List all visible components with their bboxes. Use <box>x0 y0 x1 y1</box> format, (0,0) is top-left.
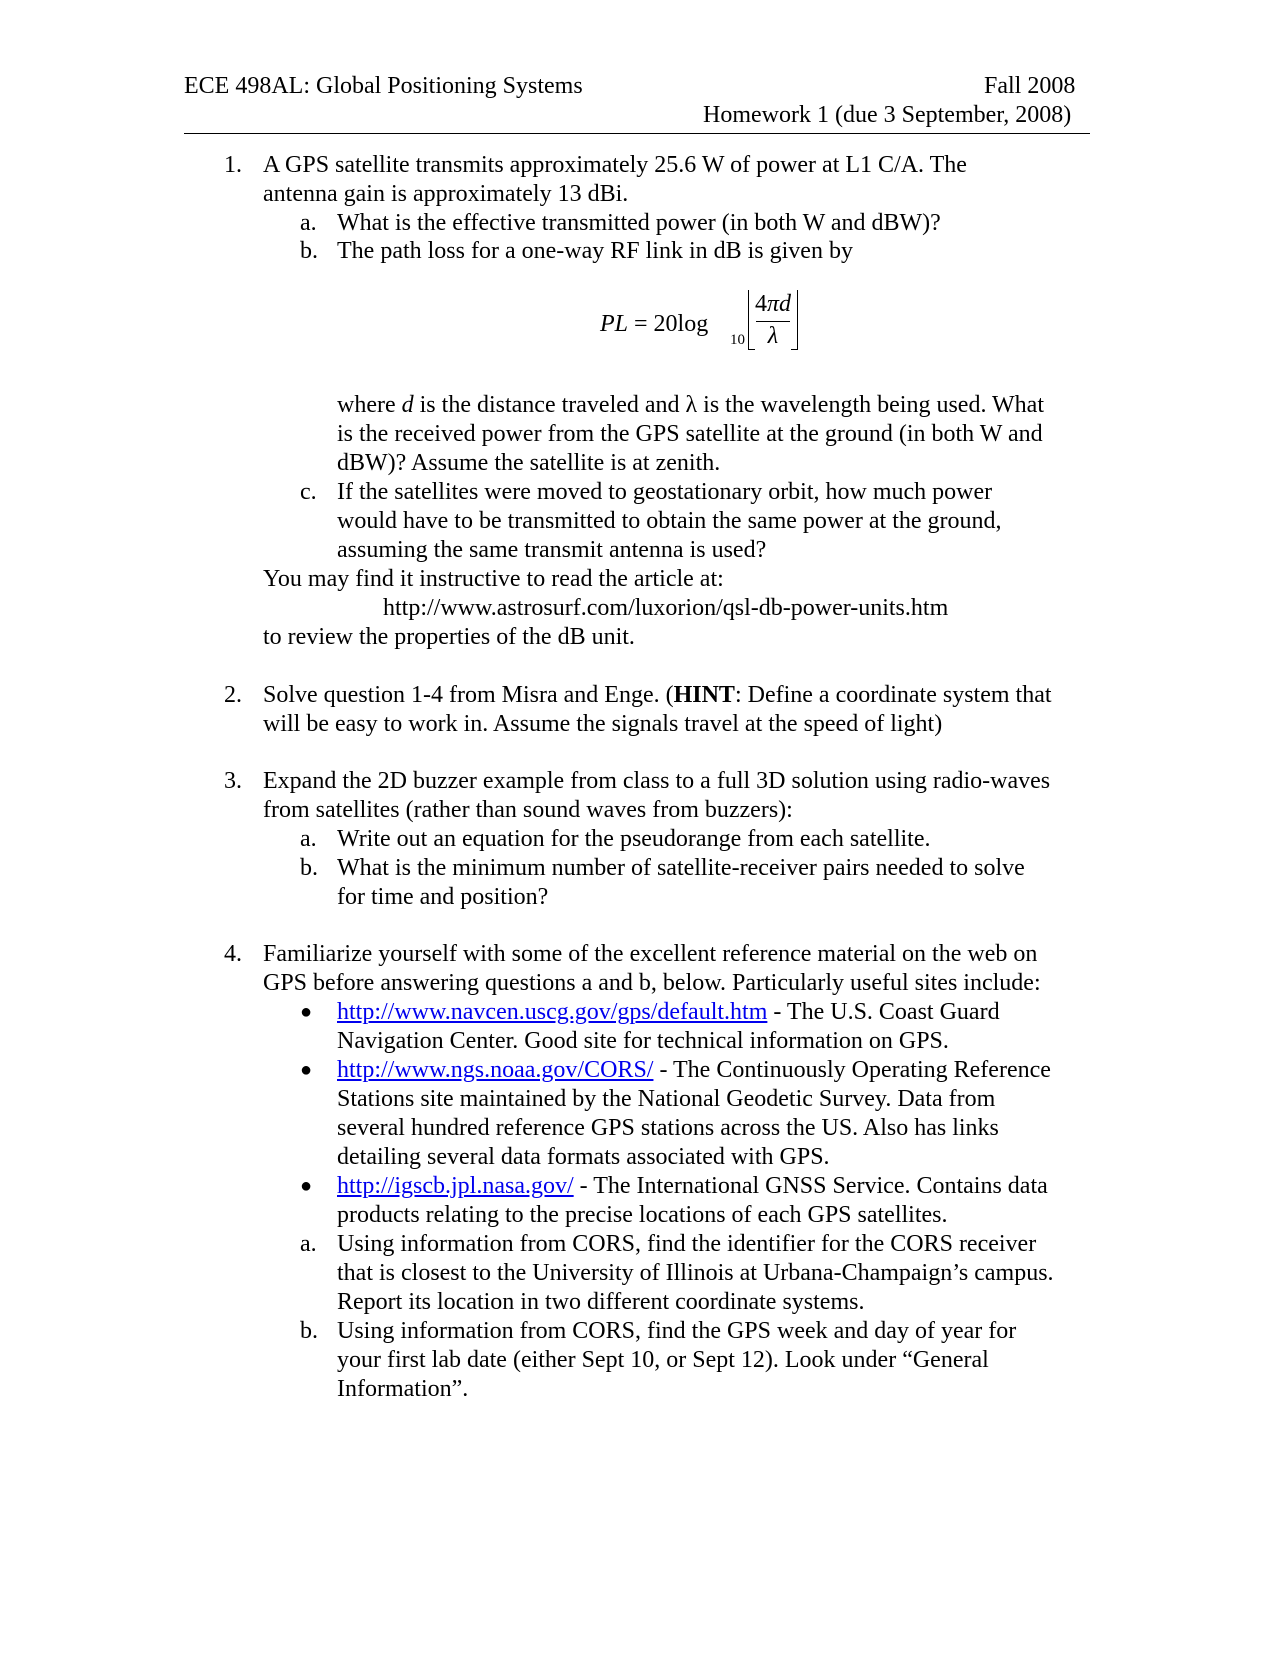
q4-line: GPS before answering questions a and b, below. Particularly useful sites include: <box>263 970 1041 996</box>
q1b-explanation: where d is the distance traveled and λ is the wavelength being used. What <box>337 392 1044 418</box>
q1-note: You may find it instructive to read the article at: <box>263 566 724 592</box>
q3-line: Expand the 2D buzzer example from class to a full 3D solution using radio-waves <box>263 768 1051 794</box>
reference-item-desc: products relating to the precise locations of each GPS satellites. <box>337 1202 948 1228</box>
q4a-text: Using information from CORS, find the identifier for the CORS receiver <box>337 1231 1037 1257</box>
q3b-text: for time and position? <box>337 884 549 910</box>
bullet-icon: ● <box>300 1001 313 1023</box>
q4a-label: a. <box>300 1231 317 1257</box>
q1a-label: a. <box>300 210 317 236</box>
reference-item: http://www.navcen.uscg.gov/gps/default.htm - The U.S. Coast Guard <box>337 999 1000 1025</box>
reference-item: http://www.ngs.noaa.gov/CORS/ - The Continuously Operating Reference <box>337 1057 1051 1083</box>
q4b-text: your first lab date (either Sept 10, or Sept 12). Look under “General <box>337 1347 989 1373</box>
reference-item-desc: detailing several data formats associated with GPS. <box>337 1144 830 1170</box>
q4-number: 4. <box>224 941 242 967</box>
q3a-text: Write out an equation for the pseudorange from each satellite. <box>337 826 931 852</box>
q1c-text: If the satellites were moved to geostationary orbit, how much power <box>337 479 993 505</box>
path-loss-equation <box>600 290 800 360</box>
q3b-label: b. <box>300 855 318 881</box>
q3a-label: a. <box>300 826 317 852</box>
igs-link[interactable]: http://igscb.jpl.nasa.gov/ <box>337 1173 574 1199</box>
q1b-explanation: is the received power from the GPS satellite at the ground (in both W and <box>337 421 1043 447</box>
q3-line: from satellites (rather than sound waves from buzzers): <box>263 797 793 823</box>
q1c-text: assuming the same transmit antenna is used? <box>337 537 767 563</box>
reference-item-desc: Stations site maintained by the National Geodetic Survey. Data from <box>337 1086 996 1112</box>
q3-number: 3. <box>224 768 242 794</box>
q4a-text: Report its location in two different coordinate systems. <box>337 1289 865 1315</box>
q1b-explanation: dBW)? Assume the satellite is at zenith. <box>337 450 721 476</box>
reference-item-desc: several hundred reference GPS stations across the US. Also has links <box>337 1115 999 1141</box>
q4b-text: Using information from CORS, find the GPS week and day of year for <box>337 1318 1017 1344</box>
ngs-cors-link[interactable]: http://www.ngs.noaa.gov/CORS/ <box>337 1057 654 1083</box>
term-label: Fall 2008 <box>984 73 1076 99</box>
q2-number: 2. <box>224 682 242 708</box>
q4b-label: b. <box>300 1318 318 1344</box>
q1-note-url: http://www.astrosurf.com/luxorion/qsl-db-power-units.htm <box>383 595 949 621</box>
equation-lhs: PL <box>600 311 629 337</box>
q1-number: 1. <box>224 152 242 178</box>
q1-line: antenna gain is approximately 13 dBi. <box>263 181 629 207</box>
q1a-text: What is the effective transmitted power (in both W and dBW)? <box>337 210 941 236</box>
equation-denominator: λ <box>767 323 779 349</box>
q1b-label: b. <box>300 238 318 264</box>
equation-log-base: 10 <box>730 332 745 348</box>
q2-line: will be easy to work in. Assume the signals travel at the speed of light) <box>263 711 943 737</box>
bullet-icon: ● <box>300 1175 313 1197</box>
header-rule <box>184 133 1090 134</box>
equation-rhs: = 20log <box>634 311 709 337</box>
q1c-label: c. <box>300 479 317 505</box>
q3b-text: What is the minimum number of satellite-receiver pairs needed to solve <box>337 855 1025 881</box>
reference-item-desc: Navigation Center. Good site for technical information on GPS. <box>337 1028 949 1054</box>
q1-note: to review the properties of the dB unit. <box>263 624 635 650</box>
q4-line: Familiarize yourself with some of the excellent reference material on the web on <box>263 941 1038 967</box>
q1-line: A GPS satellite transmits approximately 25.6 W of power at L1 C/A. The <box>263 152 967 178</box>
reference-item: http://igscb.jpl.nasa.gov/ - The International GNSS Service. Contains data <box>337 1173 1048 1199</box>
course-title: ECE 498AL: Global Positioning Systems <box>184 73 583 99</box>
q4a-text: that is closest to the University of Illinois at Urbana-Champaign’s campus. <box>337 1260 1054 1286</box>
bullet-icon: ● <box>300 1059 313 1081</box>
navcen-link[interactable]: http://www.navcen.uscg.gov/gps/default.htm <box>337 999 768 1025</box>
q4b-text: Information”. <box>337 1376 469 1402</box>
q1b-text: The path loss for a one-way RF link in dB is given by <box>337 238 853 264</box>
equation-numerator: 4πd <box>754 291 792 317</box>
q1c-text: would have to be transmitted to obtain the same power at the ground, <box>337 508 1002 534</box>
q2-line: Solve question 1-4 from Misra and Enge. (HINT: Define a coordinate system that <box>263 682 1052 708</box>
assignment-title: Homework 1 (due 3 September, 2008) <box>703 102 1072 128</box>
